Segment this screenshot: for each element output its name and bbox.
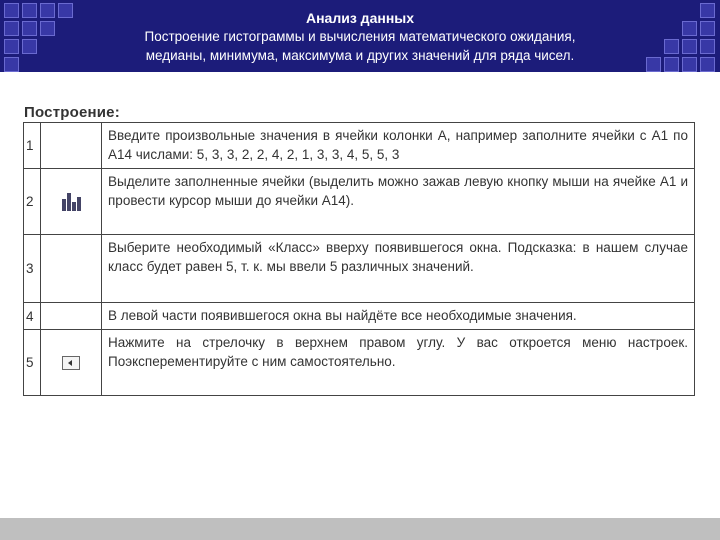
step-text: Выберите необходимый «Класс» вверху появившегося окна. Подсказка: в нашем случае класс будет равен 5, т. к. мы ввели 5 различных значений. <box>102 235 695 303</box>
table-row <box>24 303 695 330</box>
footer-bar <box>0 518 720 540</box>
settings-arrow-icon <box>62 356 80 370</box>
subtitle-line-2: медианы, минимума, максимума и других значений для ряда чисел. <box>145 48 575 63</box>
step-number: 1 <box>24 123 41 169</box>
steps-table <box>23 122 695 396</box>
step-number: 5 <box>24 330 41 396</box>
step-number: 3 <box>24 235 41 303</box>
step-icon-cell <box>41 235 102 303</box>
step-icon-cell <box>41 123 102 169</box>
header-banner <box>0 0 720 72</box>
decorative-squares-left <box>0 0 90 72</box>
table-row <box>24 123 695 169</box>
decorative-squares-right <box>630 0 720 72</box>
step-icon-cell <box>41 330 102 396</box>
step-text: Нажмите на стрелочку в верхнем правом углу. У вас откроется меню настроек. Поэксперементируйте с ним самостоятельно. <box>102 330 695 396</box>
step-icon-cell <box>41 303 102 330</box>
header-text <box>90 9 630 65</box>
step-number: 4 <box>24 303 41 330</box>
table-row <box>24 235 695 303</box>
step-number: 2 <box>24 169 41 235</box>
section-title: Построение: <box>24 104 120 121</box>
step-text: В левой части появившегося окна вы найдёте все необходимые значения. <box>102 303 695 330</box>
step-text: Введите произвольные значения в ячейки колонки А, например заполните ячейки с А1 по А14 числами: 5, 3, 3, 2, 2, 4, 2, 1, 3, 3, 4, 5, 5, 3 <box>102 123 695 169</box>
page-title: Анализ данных <box>305 10 415 26</box>
subtitle-line-1: Построение гистограммы и вычисления математического ожидания, <box>144 29 576 44</box>
table-row <box>24 330 695 396</box>
table-row <box>24 169 695 235</box>
step-icon-cell <box>41 169 102 235</box>
step-text: Выделите заполненные ячейки (выделить можно зажав левую кнопку мыши на ячейке А1 и провести курсор мыши до ячейки А14). <box>102 169 695 235</box>
histogram-tool-icon <box>60 191 82 213</box>
